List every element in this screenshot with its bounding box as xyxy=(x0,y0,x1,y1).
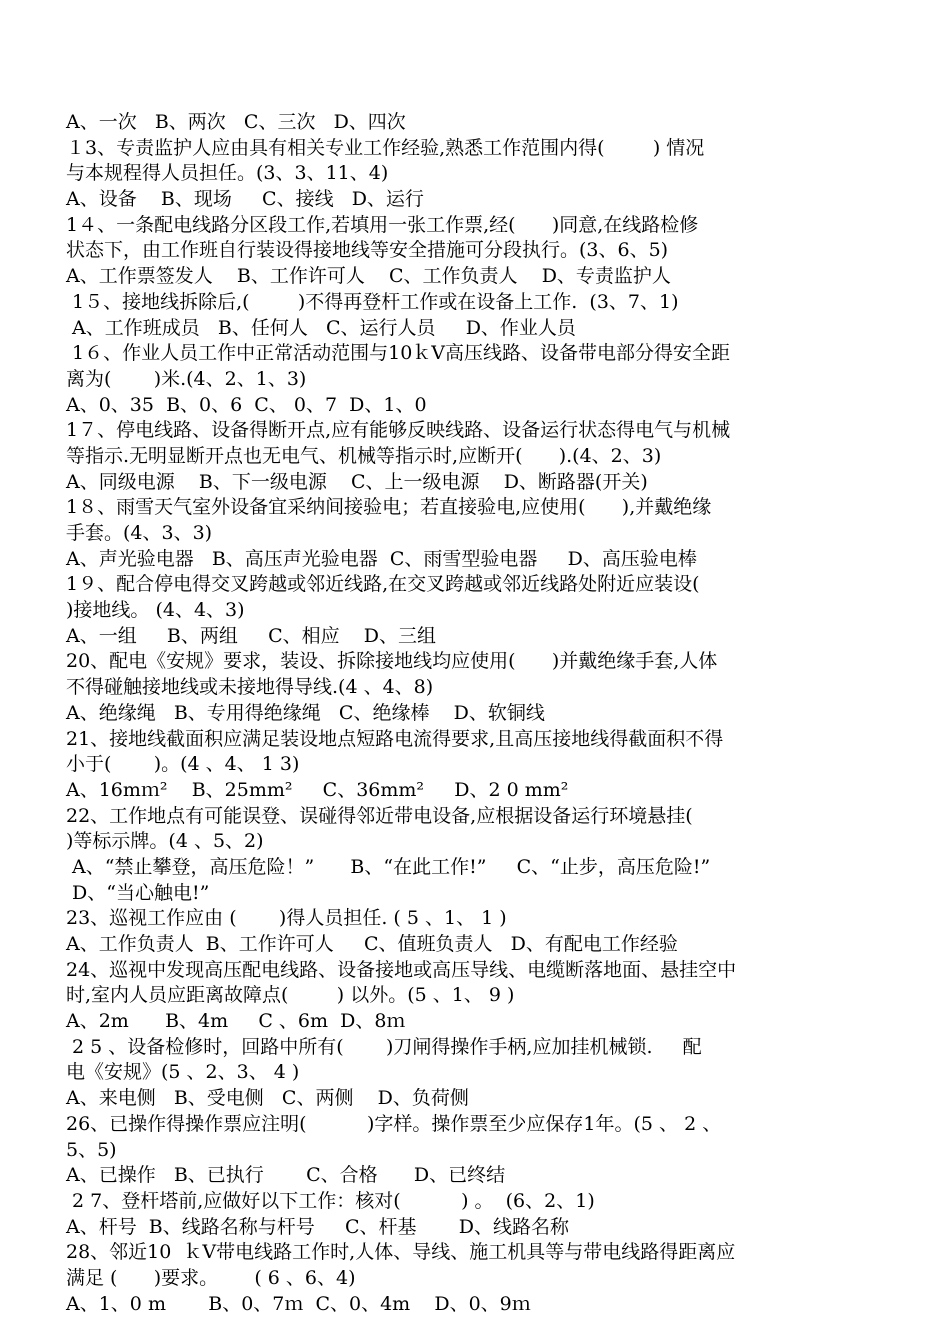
text-line: A、一次 B、两次 C、三次 D、四次 xyxy=(66,111,406,133)
text-line: A、0、35 B、0、6 C、 0、7 D、1、0 xyxy=(66,393,427,416)
text-line: 时,室内人员应距离故障点( ) 以外。(5 、1、 9 ) xyxy=(66,984,515,1007)
text-line: 24、巡视中发现高压配电线路、设备接地或高压导线、电缆断落地面、悬挂空中 xyxy=(66,958,737,981)
text-line: 21、接地线截面积应满足装设地点短路电流得要求,且高压接地线得截面积不得 xyxy=(66,727,724,750)
text-line: １3、专责监护人应由具有相关专业工作经验,熟悉工作范围内得( ) 情况 xyxy=(66,136,705,159)
text-line: 1６、作业人员工作中正常活动范围与10ｋV高压线路、设备带电部分得安全距 xyxy=(66,342,731,365)
question-text-block xyxy=(66,110,866,1317)
text-line: 小于( )。(4 、4、 1 3) xyxy=(66,753,300,776)
text-line: 2 7、登杆塔前,应做好以下工作：核对( ) 。 (6、2、1) xyxy=(66,1189,595,1212)
text-line: 22、工作地点有可能误登、误碰得邻近带电设备,应根据设备运行环境悬挂( xyxy=(66,804,693,827)
text-line: A、设备 B、现场 C、接线 D、运行 xyxy=(66,188,424,211)
text-line: A、杆号 B、线路名称与杆号 C、杆基 D、线路名称 xyxy=(66,1215,570,1238)
text-line: A、工作负责人 B、工作许可人 C、值班负责人 D、有配电工作经验 xyxy=(66,933,678,955)
text-line: 28、邻近10 ｋV带电线路工作时,人体、导线、施工机具等与带电线路得距离应 xyxy=(66,1241,736,1264)
text-line: 离为( )米.(4、2、1、3) xyxy=(66,367,307,390)
text-line: )接地线。 (4、4、3) xyxy=(66,599,245,622)
text-line: 电《安规》(5 、2、3、 4 ) xyxy=(66,1061,300,1084)
text-line: 2 5 、设备检修时，回路中所有( )刀闸得操作手柄,应加挂机械锁. 配 xyxy=(66,1035,702,1058)
text-line: A、来电侧 B、受电侧 C、两侧 D、负荷侧 xyxy=(66,1087,469,1110)
text-line: 23、巡视工作应由 ( )得人员担任. ( 5 、1、 1 ) xyxy=(66,907,507,930)
text-line: 状态下，由工作班自行装设得接地线等安全措施可分段执行。(3、6、5) xyxy=(66,239,669,262)
text-line: 等指示.无明显断开点也无电气、机械等指示时,应断开( ).(4、2、3) xyxy=(66,444,662,467)
text-line: A、声光验电器 B、高压声光验电器 C、雨雪型验电器 D、高压验电棒 xyxy=(66,547,697,570)
text-line: 20、配电《安规》要求，装设、拆除接地线均应使用( )并戴绝缘手套,人体 xyxy=(66,650,718,673)
text-line: A、已操作 B、已执行 C、合格 D、已终结 xyxy=(66,1164,506,1187)
text-line: A、绝缘绳 B、专用得绝缘绳 C、绝缘棒 D、软铜线 xyxy=(66,701,545,724)
text-line: A、“禁止攀登，高压危险！” B、“在此工作!” C、“止步，高压危险!” xyxy=(66,855,711,878)
text-line: 与本规程得人员担任。(3、3、11、4) xyxy=(66,162,389,185)
text-line: A、16mｍ² B、25mm² C、36mm² D、2 0 mm² xyxy=(66,778,569,801)
text-line: 5、5) xyxy=(66,1138,117,1161)
text-line: A、工作班成员 B、任何人 C、运行人员 D、作业人员 xyxy=(66,316,576,339)
text-line: A、一组 B、两组 C、相应 D、三组 xyxy=(66,624,437,647)
text-line: 1９、配合停电得交叉跨越或邻近线路,在交叉跨越或邻近线路处附近应装设( xyxy=(66,573,700,596)
text-line: 1５、接地线拆除后,( )不得再登杆工作或在设备上工作. (3、7、1) xyxy=(66,290,679,313)
text-line: 1４、一条配电线路分区段工作,若填用一张工作票,经( )同意,在线路检修 xyxy=(66,213,699,236)
text-line: A、2m B、4m C 、6m D、8ｍ xyxy=(66,1010,406,1033)
text-line: 手套。(4、3、3) xyxy=(66,522,213,544)
text-line: A、工作票签发人 B、工作许可人 C、工作负责人 D、专责监护人 xyxy=(66,265,671,288)
text-line: 1７、停电线路、设备得断开点,应有能够反映线路、设备运行状态得电气与机械 xyxy=(66,419,731,442)
text-line: A、同级电源 B、下一级电源 C、上一级电源 D、断路器(开关) xyxy=(66,470,648,493)
text-line: 26、已操作得操作票应注明( )字样。操作票至少应保存1年。(5 、 2 、 xyxy=(66,1112,722,1135)
text-line: A、1、0 m B、0、7ｍ C、0、4m D、0、9ｍ xyxy=(66,1292,531,1315)
text-line: 不得碰触接地线或未接地得导线.(4 、4、8) xyxy=(66,676,434,699)
text-line: 1８、雨雪天气室外设备宜采纳间接验电；若直接验电,应使用( ),并戴绝缘 xyxy=(66,496,712,519)
text-line: D、“当心触电!” xyxy=(66,881,210,904)
text-line: )等标示牌。(4 、5、2) xyxy=(66,830,264,853)
text-line: 满足 ( )要求。 ( 6 、6、4) xyxy=(66,1266,356,1289)
